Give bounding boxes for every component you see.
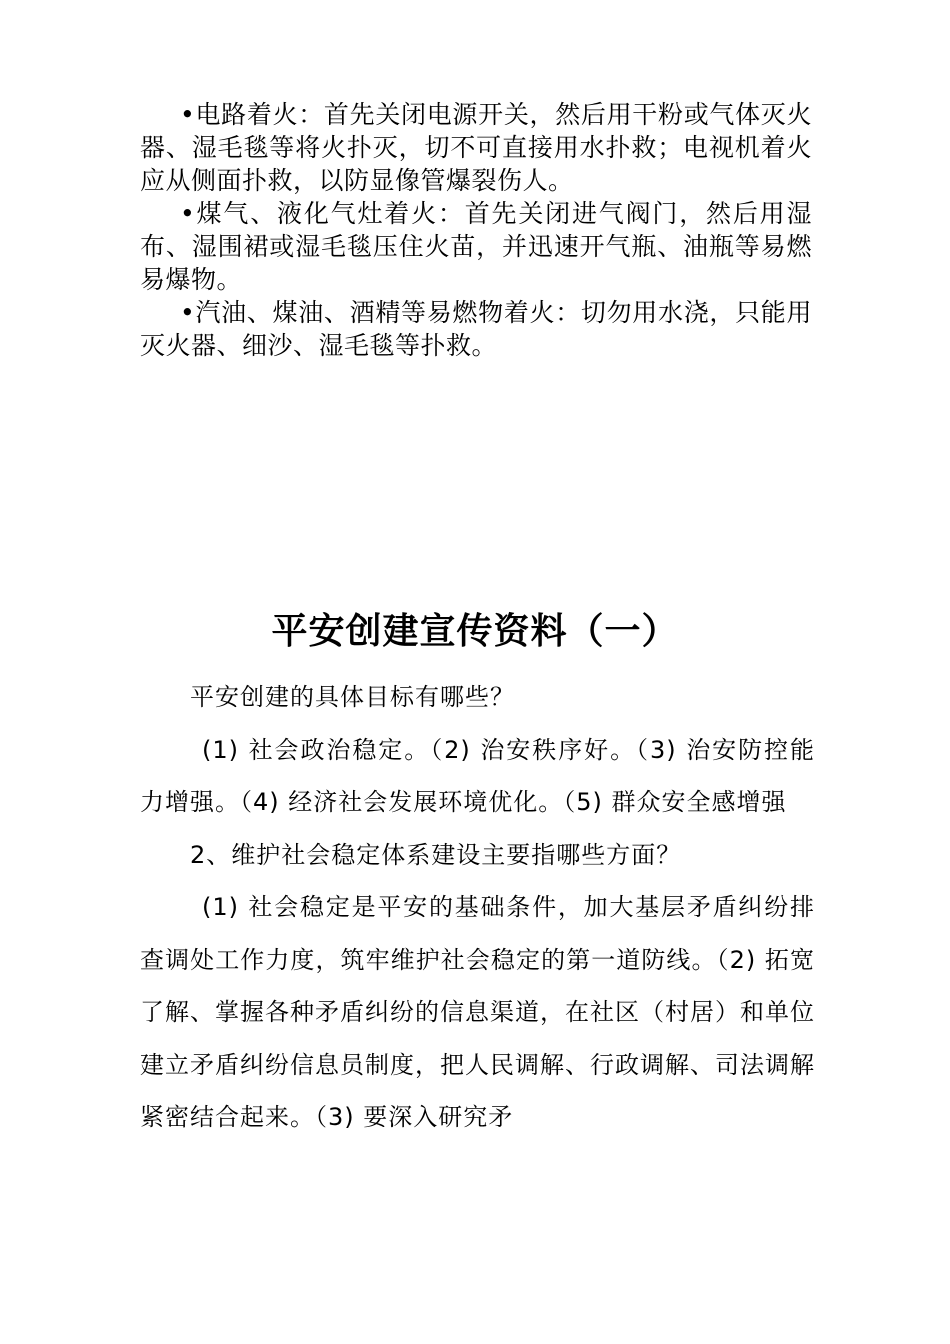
qa-section bbox=[140, 671, 815, 1144]
answer-1: (1) 社会政治稳定。（2) 治安秩序好。（3) 治安防控能力增强。（4) 经济社会发展环境优化。（5) 群众安全感增强 bbox=[140, 735, 815, 816]
answer-2: (1) 社会稳定是平安的基础条件，加大基层矛盾纠纷排查调处工作力度，筑牢维护社会稳定的第一道防线。（2) 拓宽了解、掌握各种矛盾纠纷的信息渠道，在社区（村居）和单位建立矛盾纠纷信息员制度，把人民调解、行政调解、司法调解紧密结合起来。（3) 要深入研究矛 bbox=[140, 893, 815, 1131]
tip-flammable-liquid-fire: •汽油、煤油、酒精等易燃物着火：切勿用水浇，只能用灭火器、细沙、湿毛毯等扑救。 bbox=[140, 298, 812, 360]
question-2: 2、维护社会稳定体系建设主要指哪些方面？ bbox=[190, 840, 682, 869]
question-1: 平安创建的具体目标有哪些？ bbox=[190, 683, 515, 711]
tip-gas-stove-fire: •煤气、液化气灶着火：首先关闭进气阀门，然后用湿布、湿围裙或湿毛毯压住火苗，并迅速开气瓶、油瓶等易燃易爆物。 bbox=[140, 199, 812, 294]
tip-electrical-fire: •电路着火：首先关闭电源开关，然后用干粉或气体灭火器、湿毛毯等将火扑灭，切不可直接用水扑救；电视机着火应从侧面扑救，以防显像管爆裂伤人。 bbox=[140, 100, 812, 195]
document-title: 平安创建宣传资料（一） bbox=[271, 611, 679, 652]
fire-safety-tips bbox=[140, 98, 812, 362]
